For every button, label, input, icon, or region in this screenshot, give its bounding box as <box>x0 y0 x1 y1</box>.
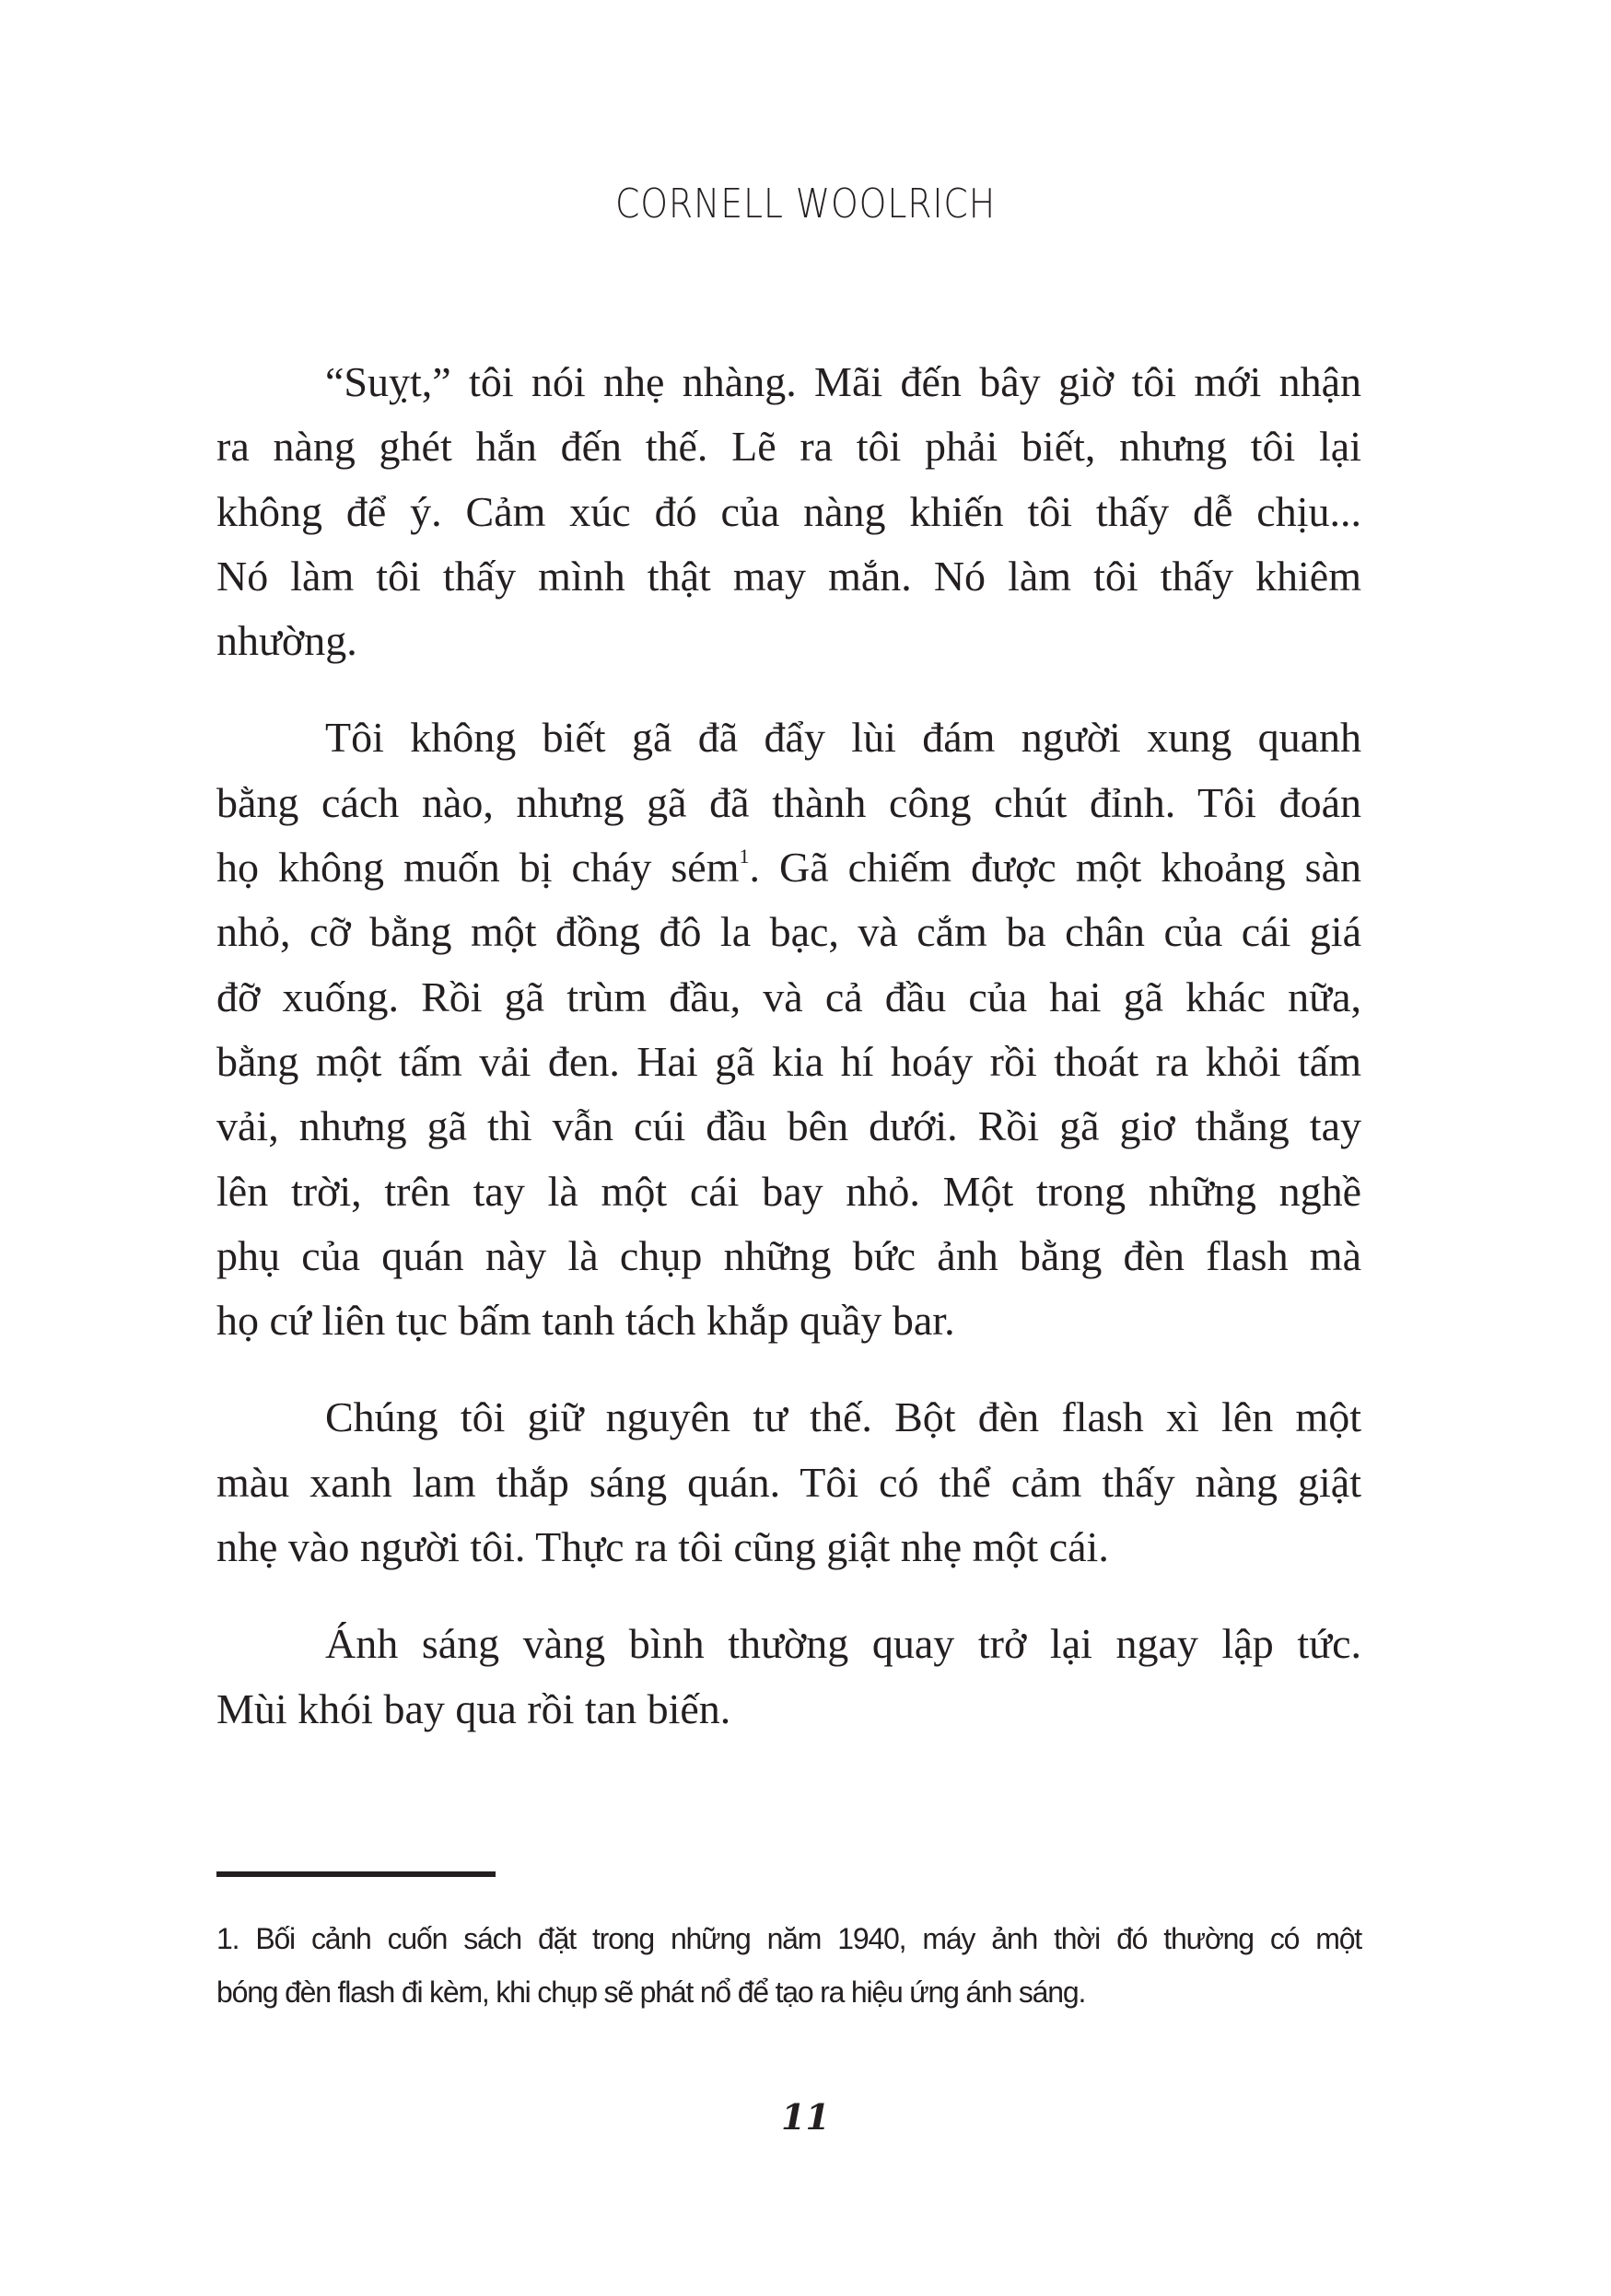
text-line: ra nàng ghét hắn đến thế. Lẽ ra tôi phải biết, nhưng tôi lại <box>216 423 1361 471</box>
text-line-with-footnote <box>216 835 1361 900</box>
text-line: Mùi khói bay qua rồi tan biến. <box>216 1684 731 1732</box>
text-line: nhường. <box>216 617 357 665</box>
paragraph-1 <box>216 350 1361 673</box>
text-line: bằng cách nào, nhưng gã đã thành công chút đỉnh. Tôi đoán <box>216 778 1361 826</box>
footnote <box>216 1912 1361 2019</box>
text-line: lên trời, trên tay là một cái bay nhỏ. Một trong những nghề <box>216 1167 1361 1215</box>
text-line: phụ của quán này là chụp những bức ảnh bằng đèn flash mà <box>216 1231 1361 1279</box>
text-line: Chúng tôi giữ nguyên tư thế. Bột đèn flash xì lên một <box>325 1393 1361 1441</box>
body-text <box>216 350 1361 1774</box>
text-line: Ánh sáng vàng bình thường quay trở lại ngay lập tức. <box>325 1620 1361 1668</box>
text-line: đỡ xuống. Rồi gã trùm đầu, và cả đầu của hai gã khác nữa, <box>216 973 1361 1020</box>
text-line: bằng một tấm vải đen. Hai gã kia hí hoáy rồi thoát ra khỏi tấm <box>216 1037 1361 1085</box>
text-line: Tôi không biết gã đã đẩy lùi đám người xung quanh <box>325 714 1361 762</box>
text-line: màu xanh lam thắp sáng quán. Tôi có thể cảm thấy nàng giật <box>216 1458 1361 1506</box>
footnote-line: bóng đèn flash đi kèm, khi chụp sẽ phát nổ để tạo ra hiệu ứng ánh sáng. <box>216 1975 1086 2009</box>
text-segment: . Gã chiếm được một khoảng sàn <box>749 844 1361 892</box>
paragraph-3 <box>216 1385 1361 1579</box>
text-line: “Suỵt,” tôi nói nhẹ nhàng. Mãi đến bây giờ tôi mới nhận <box>325 358 1361 405</box>
text-line: vải, nhưng gã thì vẫn cúi đầu bên dưới. Rồi gã giơ thẳng tay <box>216 1102 1361 1150</box>
footnote-reference[interactable]: 1 <box>739 845 750 868</box>
text-line: không để ý. Cảm xúc đó của nàng khiến tôi thấy dễ chịu... <box>216 487 1361 535</box>
footnote-line: 1. Bối cảnh cuốn sách đặt trong những năm 1940, máy ảnh thời đó thường có một <box>216 1922 1361 1955</box>
page-number: 11 <box>781 2096 830 2138</box>
footnote-divider <box>216 1871 496 1877</box>
text-line: Nó làm tôi thấy mình thật may mắn. Nó làm tôi thấy khiêm <box>216 552 1361 600</box>
text-segment: họ không muốn bị cháy sém <box>216 844 740 892</box>
text-line: họ cứ liên tục bấm tanh tách khắp quầy bar. <box>216 1297 955 1345</box>
running-header: CORNELL WOOLRICH <box>614 181 997 227</box>
text-line: nhẹ vào người tôi. Thực ra tôi cũng giật nhẹ một cái. <box>216 1523 1109 1571</box>
paragraph-2 <box>216 705 1361 1353</box>
text-line: nhỏ, cỡ bằng một đồng đô la bạc, và cắm ba chân của cái giá <box>216 908 1361 956</box>
paragraph-4 <box>216 1612 1361 1742</box>
